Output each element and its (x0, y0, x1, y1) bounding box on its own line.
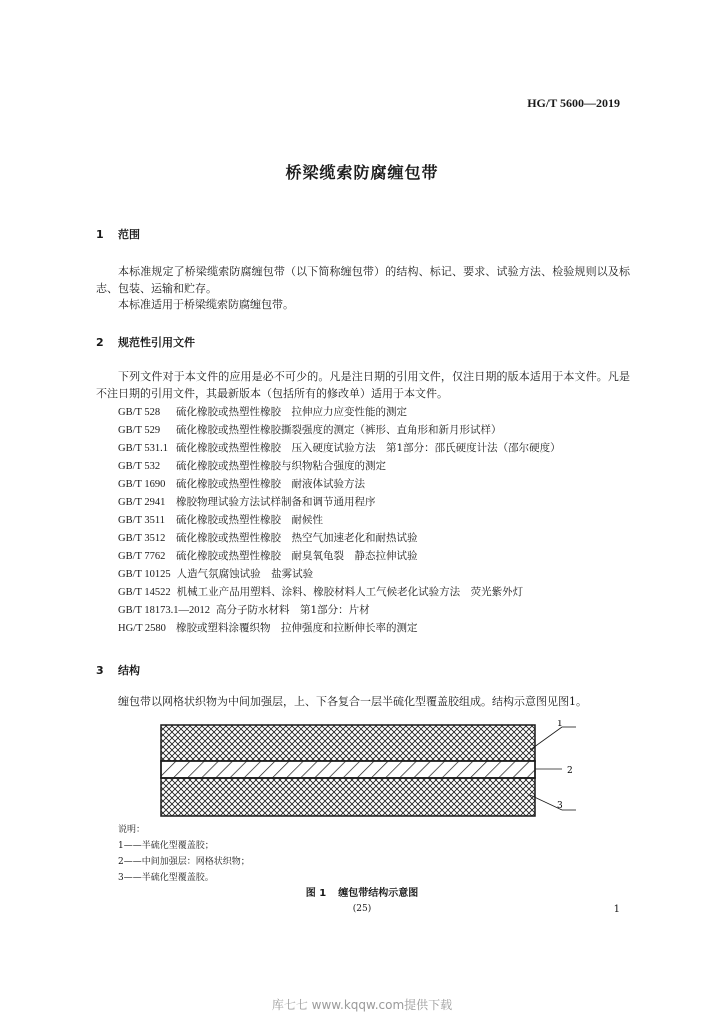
download-watermark: 库七七 www.kqqw.com提供下载 (271, 998, 453, 1012)
reference-title: 橡胶或塑料涂覆织物 拉伸强度和拉断伸长率的测定 (176, 622, 418, 634)
reference-item (118, 421, 638, 439)
reference-title: 硫化橡胶或热塑性橡胶 耐臭氧龟裂 静态拉伸试验 (176, 550, 418, 562)
reference-title: 高分子防水材料 第1部分：片材 (215, 604, 370, 616)
legend-item: 3——半硫化型覆盖胶。 (118, 873, 214, 883)
reference-code: GB/T 2941 (118, 497, 166, 508)
section-3-heading (96, 662, 140, 678)
reference-item (118, 619, 638, 637)
reference-code: HG/T 2580 (118, 623, 166, 634)
figure-legend-title: 说明： (118, 825, 146, 835)
section-1-heading (96, 226, 140, 242)
reference-item (118, 457, 638, 475)
reference-title: 机械工业产品用塑料、涂料、橡胶材料人工气候老化试验方法 荧光紫外灯 (176, 586, 524, 598)
reference-item (118, 565, 638, 583)
section-2-heading (96, 334, 195, 350)
top-cover-rubber-layer (161, 725, 535, 761)
reference-item (118, 493, 638, 511)
reference-code: GB/T 528 (118, 407, 161, 418)
page-mark: (25) (352, 904, 372, 914)
section-3-paragraph-1: 缠包带以网格状织物为中间加强层，上、下各复合一层半硫化型覆盖胶组成。结构示意图见图1。 (118, 695, 587, 708)
mesh-reinforcement-layer (161, 761, 535, 778)
reference-title: 硫化橡胶或热塑性橡胶 压入硬度试验方法 第1部分：邵氏硬度计法（邵尔硬度） (176, 442, 561, 454)
reference-code: GB/T 7762 (118, 551, 166, 562)
reference-title: 硫化橡胶或热塑性橡胶与织物粘合强度的测定 (176, 460, 386, 472)
reference-list (118, 403, 638, 637)
figure-caption (0, 884, 724, 899)
section-number: 1 (96, 228, 104, 241)
reference-item (118, 547, 638, 565)
section-1-paragraph-2: 本标准适用于桥梁缆索防腐缠包带。 (118, 298, 294, 311)
document-title: 桥梁缆索防腐缠包带 (285, 163, 439, 182)
reference-title: 硫化橡胶或热塑性橡胶 拉伸应力应变性能的测定 (176, 406, 407, 418)
bottom-cover-rubber-layer (161, 778, 535, 816)
reference-title: 人造气氛腐蚀试验 盐雾试验 (176, 568, 314, 580)
reference-code: GB/T 532 (118, 461, 161, 472)
section-1-paragraph-1: 本标准规定了桥梁缆索防腐缠包带（以下简称缠包带）的结构、标记、要求、试验方法、检验规则以及标志、包装、运输和贮存。 (96, 265, 630, 295)
reference-item (118, 403, 638, 421)
structure-figure (160, 720, 580, 826)
reference-item (118, 439, 638, 457)
reference-code: GB/T 10125 (118, 569, 171, 580)
standard-code: HG/T 5600—2019 (527, 96, 620, 110)
section-number: 3 (96, 664, 104, 677)
reference-item (118, 601, 638, 619)
figure-caption-number: 图 1 (305, 888, 327, 899)
reference-title: 硫化橡胶或热塑性橡胶撕裂强度的测定（裤形、直角形和新月形试样） (176, 424, 502, 436)
section-2-paragraph-1: 下列文件对于本文件的应用是必不可少的。凡是注日期的引用文件，仅注日期的版本适用于本文件。凡是不注日期的引用文件，其最新版本（包括所有的修改单）适用于本文件。 (96, 370, 630, 400)
reference-item (118, 475, 638, 493)
reference-code: GB/T 531.1 (118, 443, 168, 454)
section-title: 范围 (118, 228, 140, 241)
legend-item: 1——半硫化型覆盖胶； (118, 841, 214, 851)
legend-item: 2——中间加强层：网格状织物； (118, 857, 250, 867)
callout-number-3: 3 (557, 801, 563, 811)
callout-number-2: 2 (567, 766, 573, 776)
section-number: 2 (96, 336, 104, 349)
reference-title: 硫化橡胶或热塑性橡胶 耐液体试验方法 (176, 478, 365, 490)
callout-number-1: 1 (557, 720, 563, 729)
structure-diagram (160, 720, 580, 822)
figure-caption-text: 缠包带结构示意图 (338, 888, 419, 899)
reference-title: 橡胶物理试验方法试样制备和调节通用程序 (176, 496, 376, 508)
reference-title: 硫化橡胶或热塑性橡胶 耐候性 (176, 514, 323, 526)
reference-code: GB/T 529 (118, 425, 161, 436)
section-title: 结构 (118, 664, 140, 677)
figure-legend (118, 838, 250, 886)
reference-item (118, 529, 638, 547)
page-number: 1 (613, 904, 620, 915)
reference-code: GB/T 1690 (118, 479, 166, 490)
reference-code: GB/T 3511 (118, 515, 165, 526)
reference-item (118, 511, 638, 529)
reference-code: GB/T 3512 (118, 533, 166, 544)
reference-title: 硫化橡胶或热塑性橡胶 热空气加速老化和耐热试验 (176, 532, 418, 544)
section-title: 规范性引用文件 (118, 336, 195, 349)
reference-item (118, 583, 638, 601)
reference-code: GB/T 14522 (118, 587, 171, 598)
reference-code: GB/T 18173.1—2012 (118, 605, 210, 616)
